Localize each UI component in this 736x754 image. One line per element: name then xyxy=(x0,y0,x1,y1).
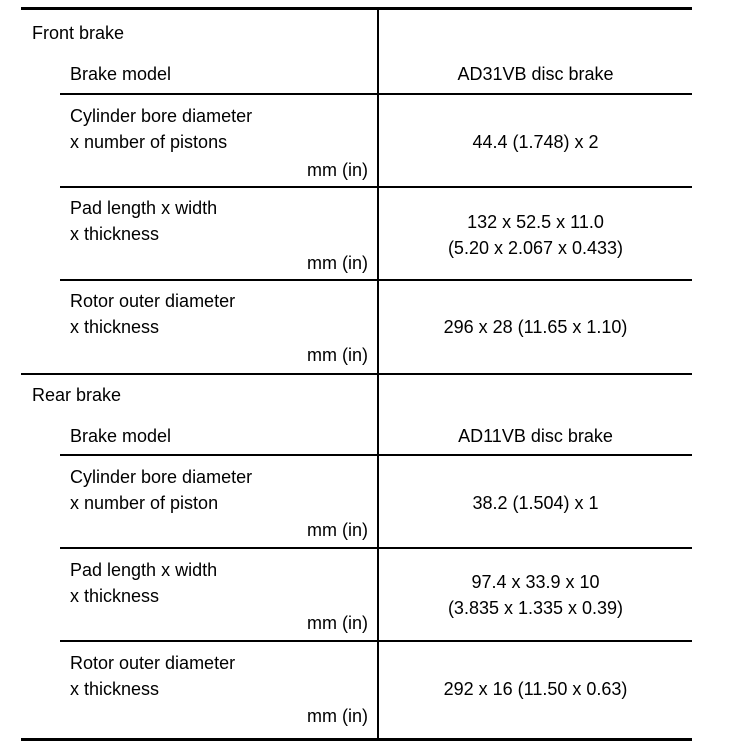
rear-model-value: AD11VB disc brake xyxy=(458,426,613,446)
rear-cylinder-value: 38.2 (1.504) x 1 xyxy=(472,493,599,513)
rear-pad-unit: mm (in) xyxy=(307,613,368,633)
rear-rotor-value: 292 x 16 (11.50 x 0.63) xyxy=(443,679,628,699)
front-cylinder-unit: mm (in) xyxy=(307,160,368,180)
front-pad-value: 132 x 52.5 x 11.0 (5.20 x 2.067 x 0.433) xyxy=(447,212,624,258)
row-divider xyxy=(60,279,692,281)
rear-pad-label: Pad length x width x thickness xyxy=(70,560,218,606)
rear-pad-value: 97.4 x 33.9 x 10 (3.835 x 1.335 x 0.39) xyxy=(447,572,624,618)
row-divider xyxy=(60,640,692,642)
row-divider xyxy=(60,547,692,549)
row-divider xyxy=(60,186,692,188)
front-rotor-unit: mm (in) xyxy=(307,345,368,365)
rear-rotor-unit: mm (in) xyxy=(307,706,368,726)
front-brake-title: Front brake xyxy=(32,23,125,43)
rear-cylinder-unit: mm (in) xyxy=(307,520,368,540)
rear-cylinder-label: Cylinder bore diameter x number of piston xyxy=(70,467,253,513)
front-pad-label: Pad length x width x thickness xyxy=(70,198,218,244)
front-cylinder-value: 44.4 (1.748) x 2 xyxy=(472,132,599,152)
column-divider xyxy=(377,9,379,740)
section-divider-rule xyxy=(21,373,692,375)
rear-rotor-label: Rotor outer diameter x thickness xyxy=(70,653,236,699)
front-cylinder-label: Cylinder bore diameter x number of pistons xyxy=(70,106,253,152)
front-pad-unit: mm (in) xyxy=(307,253,368,273)
rear-model-label: Brake model xyxy=(70,426,172,446)
front-model-value: AD31VB disc brake xyxy=(457,64,614,84)
table-bottom-rule xyxy=(21,738,692,741)
row-divider xyxy=(60,93,692,95)
rear-brake-title: Rear brake xyxy=(32,385,122,405)
front-rotor-label: Rotor outer diameter x thickness xyxy=(70,291,236,337)
front-model-label: Brake model xyxy=(70,64,172,84)
table-top-rule xyxy=(21,7,692,10)
row-divider xyxy=(60,454,692,456)
front-rotor-value: 296 x 28 (11.65 x 1.10) xyxy=(443,317,628,337)
